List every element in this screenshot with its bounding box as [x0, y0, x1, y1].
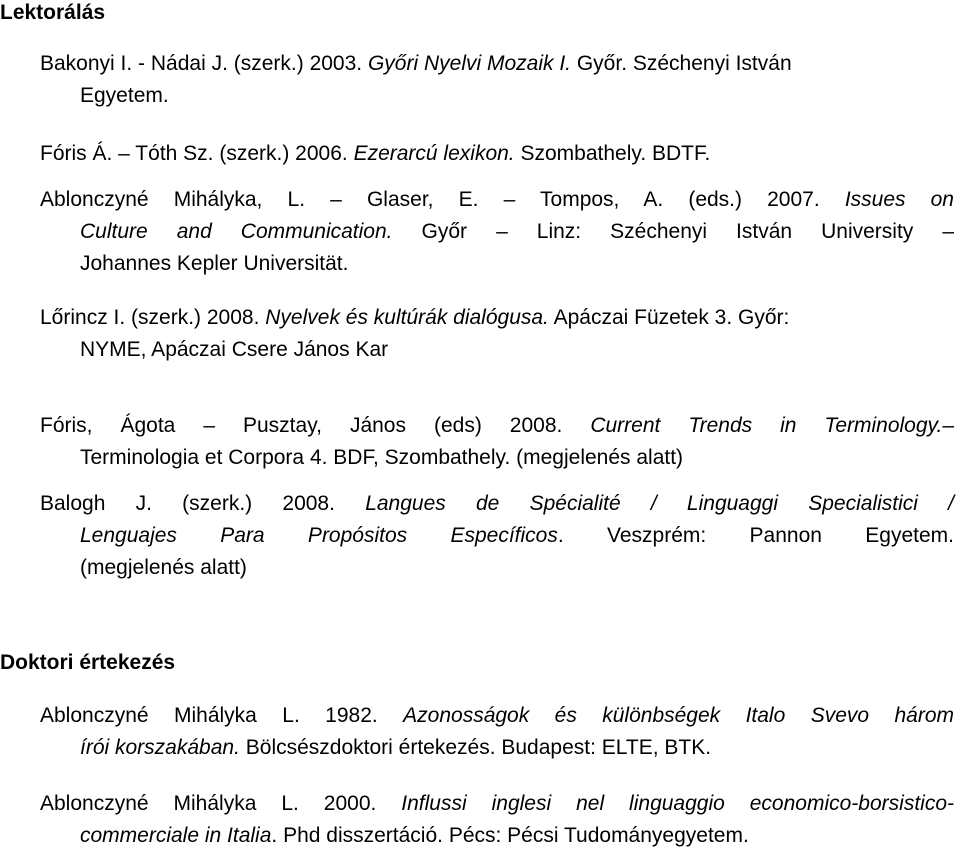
entry-line: (megjelenés alatt) — [80, 556, 247, 579]
entry-line: Balogh J. (szerk.) 2008. Langues de Spécialité / Linguaggi Specialistici / — [40, 492, 954, 515]
reference-entry — [40, 184, 954, 280]
entry-line: Fóris, Ágota – Pusztay, János (eds) 2008. Current Trends in Terminology.– — [40, 414, 955, 437]
entry-line: Terminologia et Corpora 4. BDF, Szombathely. (megjelenés alatt) — [80, 446, 684, 469]
entry-line: Egyetem. — [80, 84, 169, 107]
entry-line: Bakonyi I. - Nádai J. (szerk.) 2003. Győri Nyelvi Mozaik I. Győr. Széchenyi István — [40, 52, 792, 75]
entry-line: Lenguajes Para Propósitos Específicos. Veszprém: Pannon Egyetem. — [80, 524, 954, 547]
reference-entry — [40, 410, 954, 474]
entry-line: Ablonczyné Mihályka L. 2000. Influssi inglesi nel linguaggio economico-borsistico- — [40, 792, 954, 815]
entry-line: írói korszakában. Bölcsészdoktori értekezés. Budapest: ELTE, BTK. — [80, 736, 712, 759]
entry-line: commerciale in Italia. Phd disszertáció. Pécs: Pécsi Tudományegyetem. — [80, 824, 749, 847]
entry-line: Johannes Kepler Universität. — [80, 252, 349, 275]
section-heading-doktori: Doktori értekezés — [0, 651, 176, 674]
entry-line: NYME, Apáczai Csere János Kar — [80, 338, 389, 361]
reference-entry — [40, 48, 936, 112]
reference-entry — [40, 302, 954, 366]
reference-entry — [40, 700, 954, 764]
reference-entry — [40, 488, 954, 584]
reference-entry — [40, 138, 936, 170]
entry-line: Culture and Communication. Győr – Linz: Széchenyi István University – — [80, 220, 954, 243]
entry-line: Lőrincz I. (szerk.) 2008. Nyelvek és kultúrák dialógusa. Apáczai Füzetek 3. Győr: — [40, 306, 790, 329]
reference-entry — [40, 788, 954, 852]
entry-line: Ablonczyné Mihályka, L. – Glaser, E. – Tompos, A. (eds.) 2007. Issues on — [40, 188, 954, 211]
entry-line: Fóris Á. – Tóth Sz. (szerk.) 2006. Ezerarcú lexikon. Szombathely. BDTF. — [40, 142, 711, 165]
section-heading-lektoralas: Lektorálás — [0, 1, 106, 24]
entry-line: Ablonczyné Mihályka L. 1982. Azonosságok és különbségek Italo Svevo három — [40, 704, 954, 727]
